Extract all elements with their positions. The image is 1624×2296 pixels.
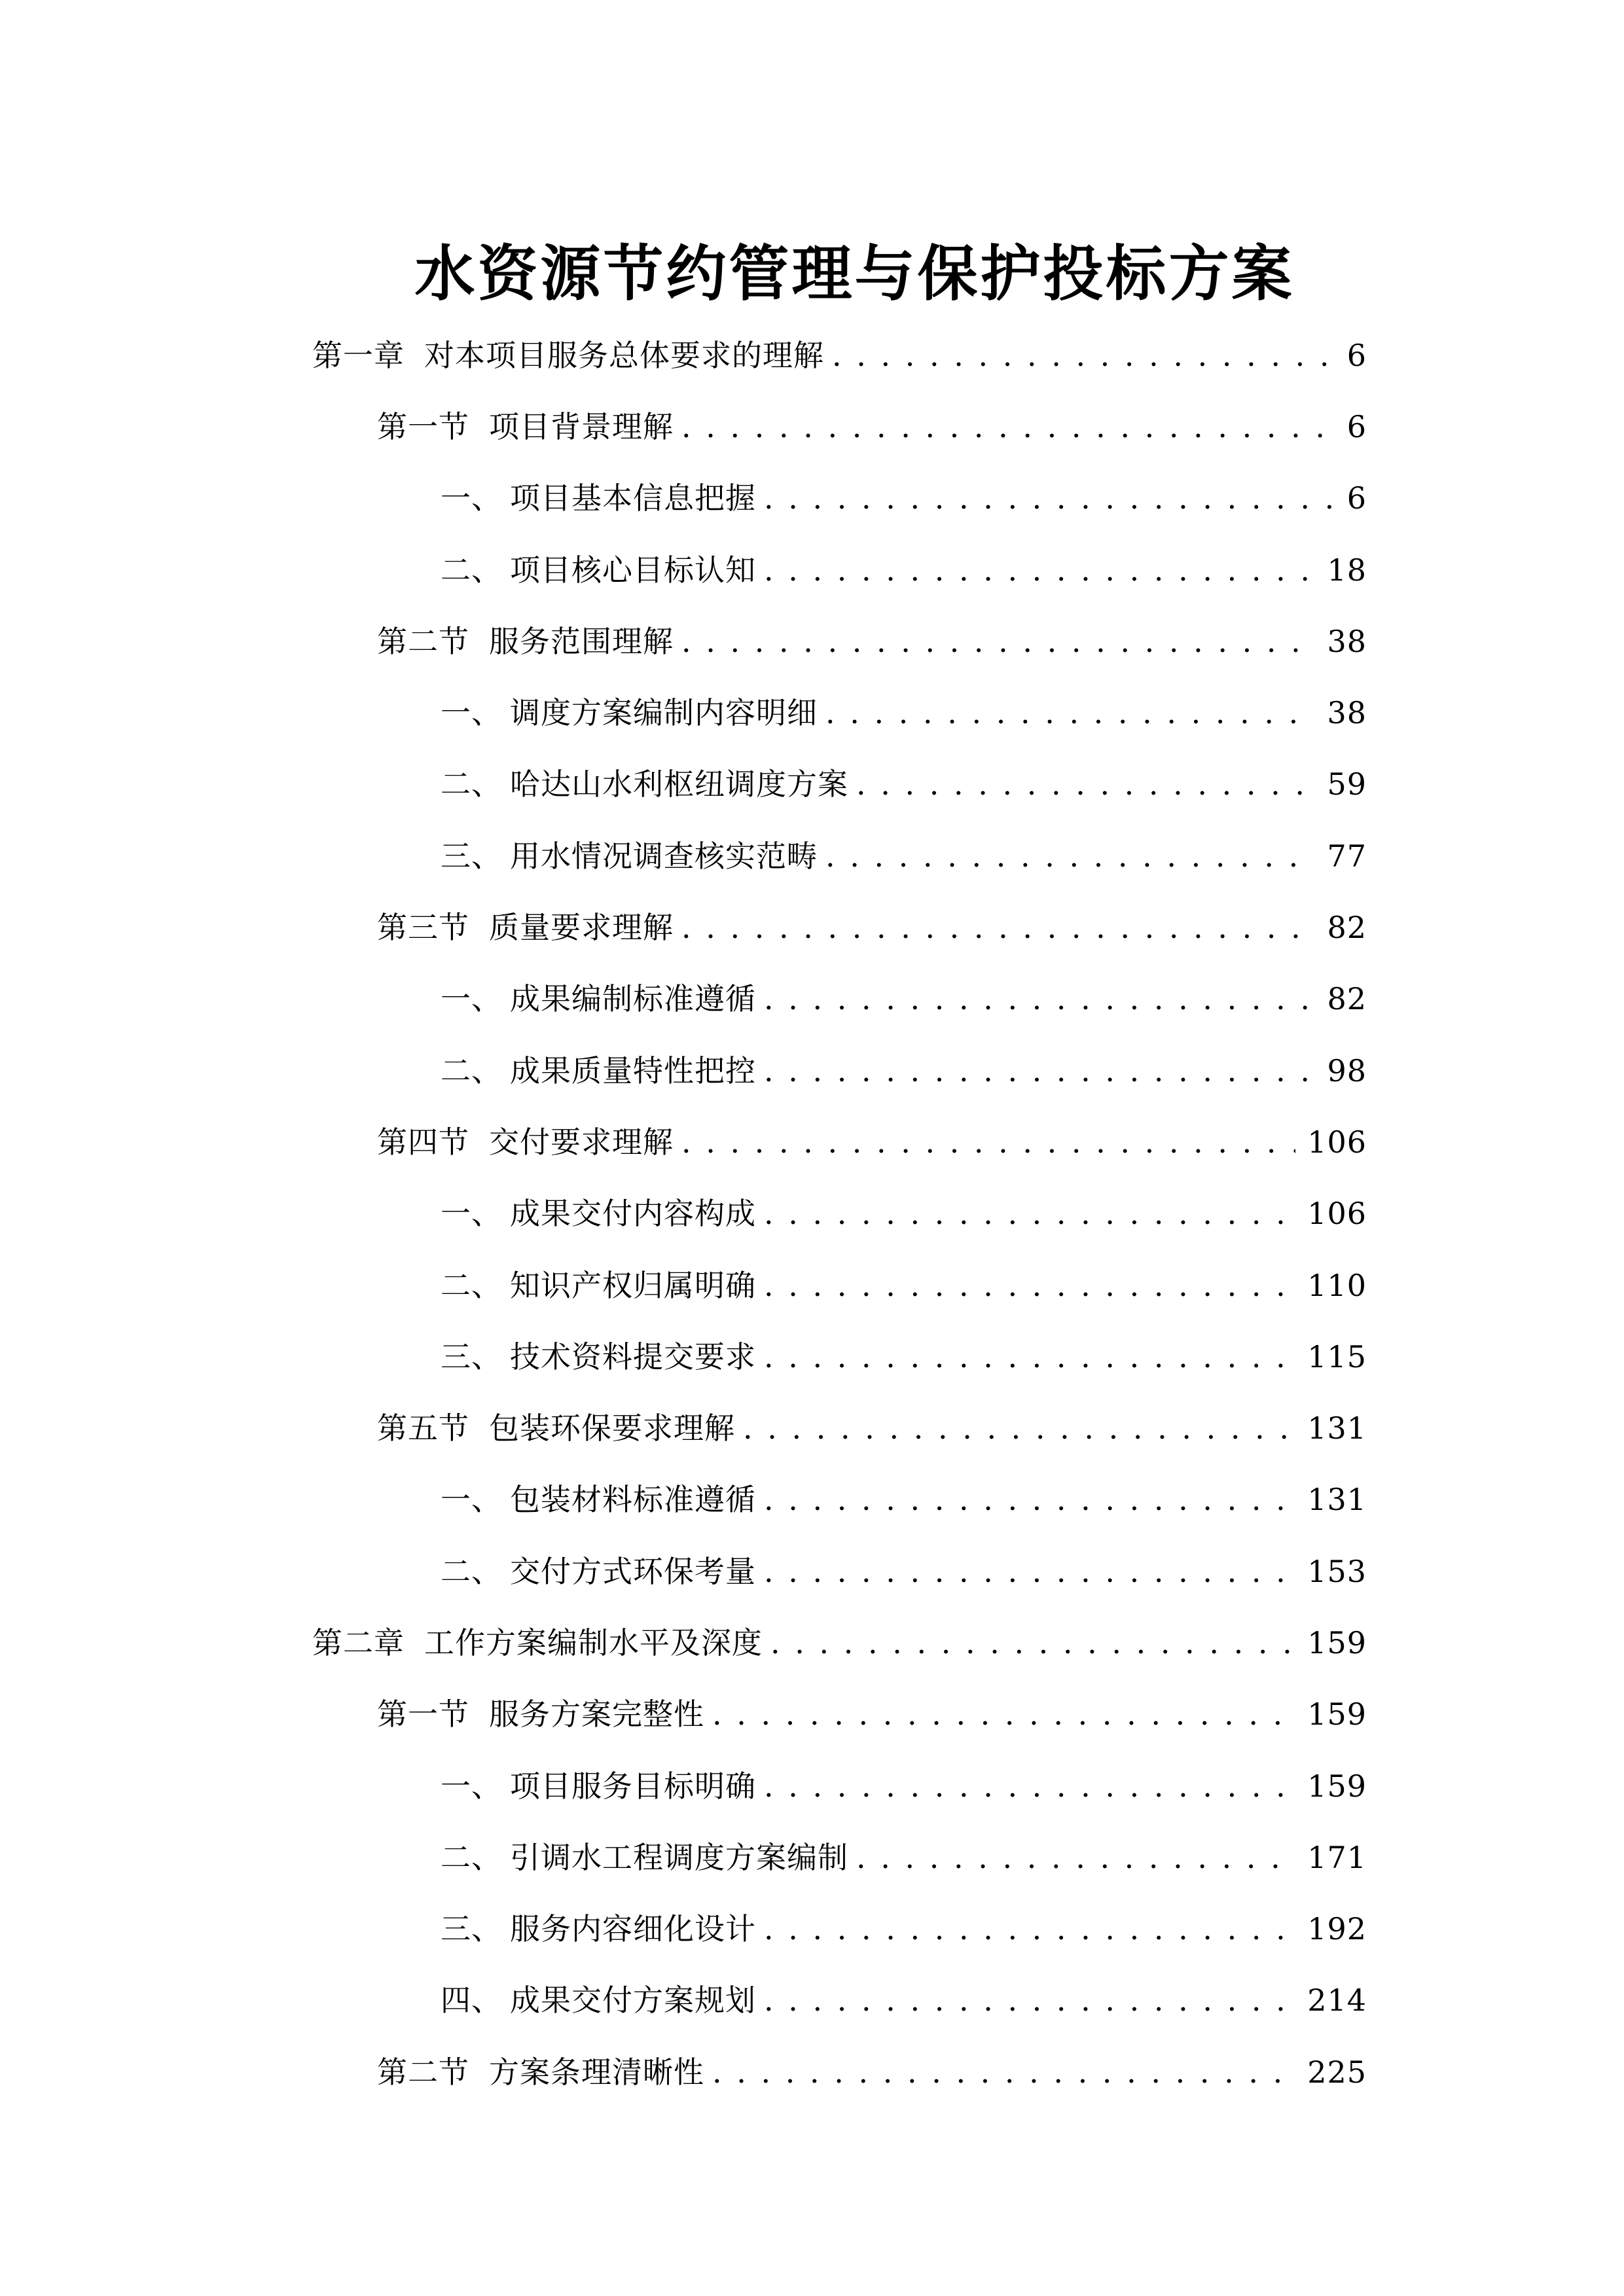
toc-entry-number: 三、 bbox=[441, 1338, 502, 1374]
toc-entry[interactable] bbox=[441, 963, 1367, 1035]
toc-dot-leader bbox=[764, 984, 1315, 1014]
toc-entry-label: 项目服务目标明确 bbox=[510, 1768, 756, 1804]
toc-entry-page-number: 18 bbox=[1327, 552, 1367, 588]
toc-dot-leader bbox=[764, 1342, 1295, 1372]
toc-entry-number: 二、 bbox=[441, 1267, 502, 1303]
toc-dot-leader bbox=[764, 1985, 1295, 2015]
toc-entry[interactable] bbox=[441, 1321, 1367, 1392]
toc-dot-leader bbox=[832, 340, 1335, 370]
toc-entry-number: 二、 bbox=[441, 1839, 502, 1875]
toc-entry-page-number: 171 bbox=[1307, 1839, 1367, 1875]
toc-entry[interactable] bbox=[377, 891, 1367, 963]
table-of-contents bbox=[0, 319, 1624, 2108]
toc-entry-page-number: 38 bbox=[1327, 623, 1367, 659]
toc-entry-label: 工作方案编制水平及深度 bbox=[424, 1624, 763, 1660]
toc-dot-leader bbox=[764, 483, 1335, 513]
toc-entry-number: 第三节 bbox=[377, 910, 469, 946]
toc-entry-page-number: 131 bbox=[1307, 1482, 1367, 1518]
toc-dot-leader bbox=[681, 626, 1315, 656]
toc-entry[interactable] bbox=[441, 1750, 1367, 1821]
toc-entry[interactable] bbox=[441, 1464, 1367, 1535]
toc-entry-number: 一、 bbox=[441, 981, 502, 1017]
toc-entry-label: 哈达山水利枢纽调度方案 bbox=[510, 766, 848, 802]
toc-entry-number: 第一章 bbox=[312, 337, 405, 373]
toc-entry-label: 成果交付内容构成 bbox=[510, 1196, 756, 1232]
toc-entry-label: 交付方式环保考量 bbox=[510, 1553, 756, 1589]
toc-dot-leader bbox=[764, 1056, 1315, 1086]
toc-entry[interactable] bbox=[441, 463, 1367, 534]
toc-entry[interactable] bbox=[441, 749, 1367, 820]
toc-dot-leader bbox=[770, 1628, 1295, 1658]
toc-entry-label: 成果质量特性把控 bbox=[510, 1052, 756, 1088]
toc-entry-page-number: 6 bbox=[1346, 408, 1367, 444]
toc-entry[interactable] bbox=[312, 319, 1367, 391]
toc-entry-page-number: 159 bbox=[1307, 1696, 1367, 1732]
toc-entry-page-number: 82 bbox=[1327, 981, 1367, 1017]
toc-entry-page-number: 59 bbox=[1327, 766, 1367, 802]
toc-entry-number: 二、 bbox=[441, 552, 502, 588]
toc-entry[interactable] bbox=[441, 1821, 1367, 1893]
toc-entry-page-number: 106 bbox=[1307, 1124, 1367, 1160]
document-title: 水资源节约管理与保护投标方案 bbox=[414, 238, 1295, 309]
toc-dot-leader bbox=[712, 1699, 1295, 1729]
toc-entry[interactable] bbox=[312, 1607, 1367, 1678]
toc-entry-label: 包装材料标准遵循 bbox=[510, 1482, 756, 1518]
toc-dot-leader bbox=[764, 1914, 1295, 1944]
toc-entry-label: 用水情况调查核实范畴 bbox=[510, 838, 818, 874]
toc-dot-leader bbox=[764, 1270, 1295, 1300]
toc-entry-page-number: 192 bbox=[1307, 1911, 1367, 1947]
toc-entry-label: 对本项目服务总体要求的理解 bbox=[424, 337, 824, 373]
toc-entry-label: 交付要求理解 bbox=[489, 1124, 674, 1160]
toc-entry-page-number: 77 bbox=[1327, 838, 1367, 874]
toc-entry-page-number: 214 bbox=[1307, 1982, 1367, 2018]
toc-entry[interactable] bbox=[377, 1106, 1367, 1177]
toc-entry-number: 第五节 bbox=[377, 1410, 469, 1446]
toc-dot-leader bbox=[825, 841, 1315, 871]
toc-entry-page-number: 98 bbox=[1327, 1052, 1367, 1088]
toc-entry[interactable] bbox=[441, 1535, 1367, 1607]
toc-entry-number: 二、 bbox=[441, 766, 502, 802]
toc-entry-page-number: 131 bbox=[1307, 1410, 1367, 1446]
toc-entry-label: 项目基本信息把握 bbox=[510, 480, 756, 516]
toc-dot-leader bbox=[681, 412, 1335, 442]
toc-entry[interactable] bbox=[377, 391, 1367, 462]
toc-entry-number: 一、 bbox=[441, 1768, 502, 1804]
toc-entry[interactable] bbox=[441, 1035, 1367, 1106]
toc-dot-leader bbox=[856, 1842, 1295, 1873]
toc-entry-label: 项目核心目标认知 bbox=[510, 552, 756, 588]
toc-entry-page-number: 153 bbox=[1307, 1553, 1367, 1589]
toc-entry-number: 一、 bbox=[441, 480, 502, 516]
toc-dot-leader bbox=[764, 1556, 1295, 1587]
toc-entry-page-number: 115 bbox=[1307, 1338, 1367, 1374]
toc-entry-page-number: 6 bbox=[1346, 337, 1367, 373]
toc-entry-label: 服务范围理解 bbox=[489, 623, 674, 659]
toc-entry-number: 二、 bbox=[441, 1052, 502, 1088]
toc-entry-label: 包装环保要求理解 bbox=[489, 1410, 735, 1446]
toc-entry-number: 一、 bbox=[441, 1196, 502, 1232]
toc-entry[interactable] bbox=[441, 534, 1367, 605]
toc-entry[interactable] bbox=[377, 605, 1367, 677]
toc-entry-label: 调度方案编制内容明细 bbox=[510, 695, 818, 731]
toc-entry-label: 服务方案完整性 bbox=[489, 1696, 704, 1732]
toc-entry-label: 引调水工程调度方案编制 bbox=[510, 1839, 848, 1875]
toc-entry-label: 技术资料提交要求 bbox=[510, 1338, 756, 1374]
toc-dot-leader bbox=[764, 1771, 1295, 1801]
toc-entry-number: 三、 bbox=[441, 838, 502, 874]
toc-entry-number: 第二节 bbox=[377, 2054, 469, 2090]
toc-dot-leader bbox=[681, 912, 1315, 942]
toc-entry-label: 项目背景理解 bbox=[489, 408, 674, 444]
toc-entry[interactable] bbox=[377, 2036, 1367, 2108]
toc-dot-leader bbox=[764, 1484, 1295, 1515]
toc-entry[interactable] bbox=[441, 1249, 1367, 1321]
toc-entry-number: 第二节 bbox=[377, 623, 469, 659]
toc-entry[interactable] bbox=[441, 1893, 1367, 1965]
toc-entry-label: 成果交付方案规划 bbox=[510, 1982, 756, 2018]
toc-dot-leader bbox=[743, 1413, 1295, 1443]
toc-dot-leader bbox=[764, 555, 1315, 585]
toc-entry-page-number: 159 bbox=[1307, 1768, 1367, 1804]
toc-entry-label: 知识产权归属明确 bbox=[510, 1267, 756, 1303]
toc-entry-label: 方案条理清晰性 bbox=[489, 2054, 704, 2090]
toc-entry[interactable] bbox=[441, 820, 1367, 891]
toc-dot-leader bbox=[712, 2057, 1295, 2087]
toc-dot-leader bbox=[681, 1127, 1295, 1157]
toc-entry-page-number: 38 bbox=[1327, 695, 1367, 731]
toc-entry-page-number: 106 bbox=[1307, 1196, 1367, 1232]
toc-dot-leader bbox=[825, 698, 1315, 728]
toc-dot-leader bbox=[764, 1198, 1295, 1229]
toc-entry-label: 服务内容细化设计 bbox=[510, 1911, 756, 1947]
toc-entry[interactable] bbox=[377, 1392, 1367, 1463]
toc-entry-number: 第一节 bbox=[377, 408, 469, 444]
toc-entry-number: 第二章 bbox=[312, 1624, 405, 1660]
toc-entry-number: 一、 bbox=[441, 695, 502, 731]
toc-dot-leader bbox=[856, 769, 1315, 799]
toc-entry-number: 二、 bbox=[441, 1553, 502, 1589]
toc-entry-page-number: 159 bbox=[1307, 1624, 1367, 1660]
toc-entry-number: 一、 bbox=[441, 1482, 502, 1518]
toc-entry[interactable] bbox=[441, 677, 1367, 748]
toc-entry[interactable] bbox=[377, 1679, 1367, 1750]
toc-entry-number: 第一节 bbox=[377, 1696, 469, 1732]
toc-entry-number: 三、 bbox=[441, 1911, 502, 1947]
toc-entry[interactable] bbox=[441, 1965, 1367, 2036]
toc-entry-number: 四、 bbox=[441, 1982, 502, 2018]
toc-entry-page-number: 82 bbox=[1327, 910, 1367, 946]
toc-entry-page-number: 6 bbox=[1346, 480, 1367, 516]
toc-entry-label: 质量要求理解 bbox=[489, 910, 674, 946]
toc-entry[interactable] bbox=[441, 1178, 1367, 1249]
toc-entry-label: 成果编制标准遵循 bbox=[510, 981, 756, 1017]
toc-entry-page-number: 110 bbox=[1307, 1267, 1367, 1303]
toc-entry-number: 第四节 bbox=[377, 1124, 469, 1160]
toc-entry-page-number: 225 bbox=[1307, 2054, 1367, 2090]
